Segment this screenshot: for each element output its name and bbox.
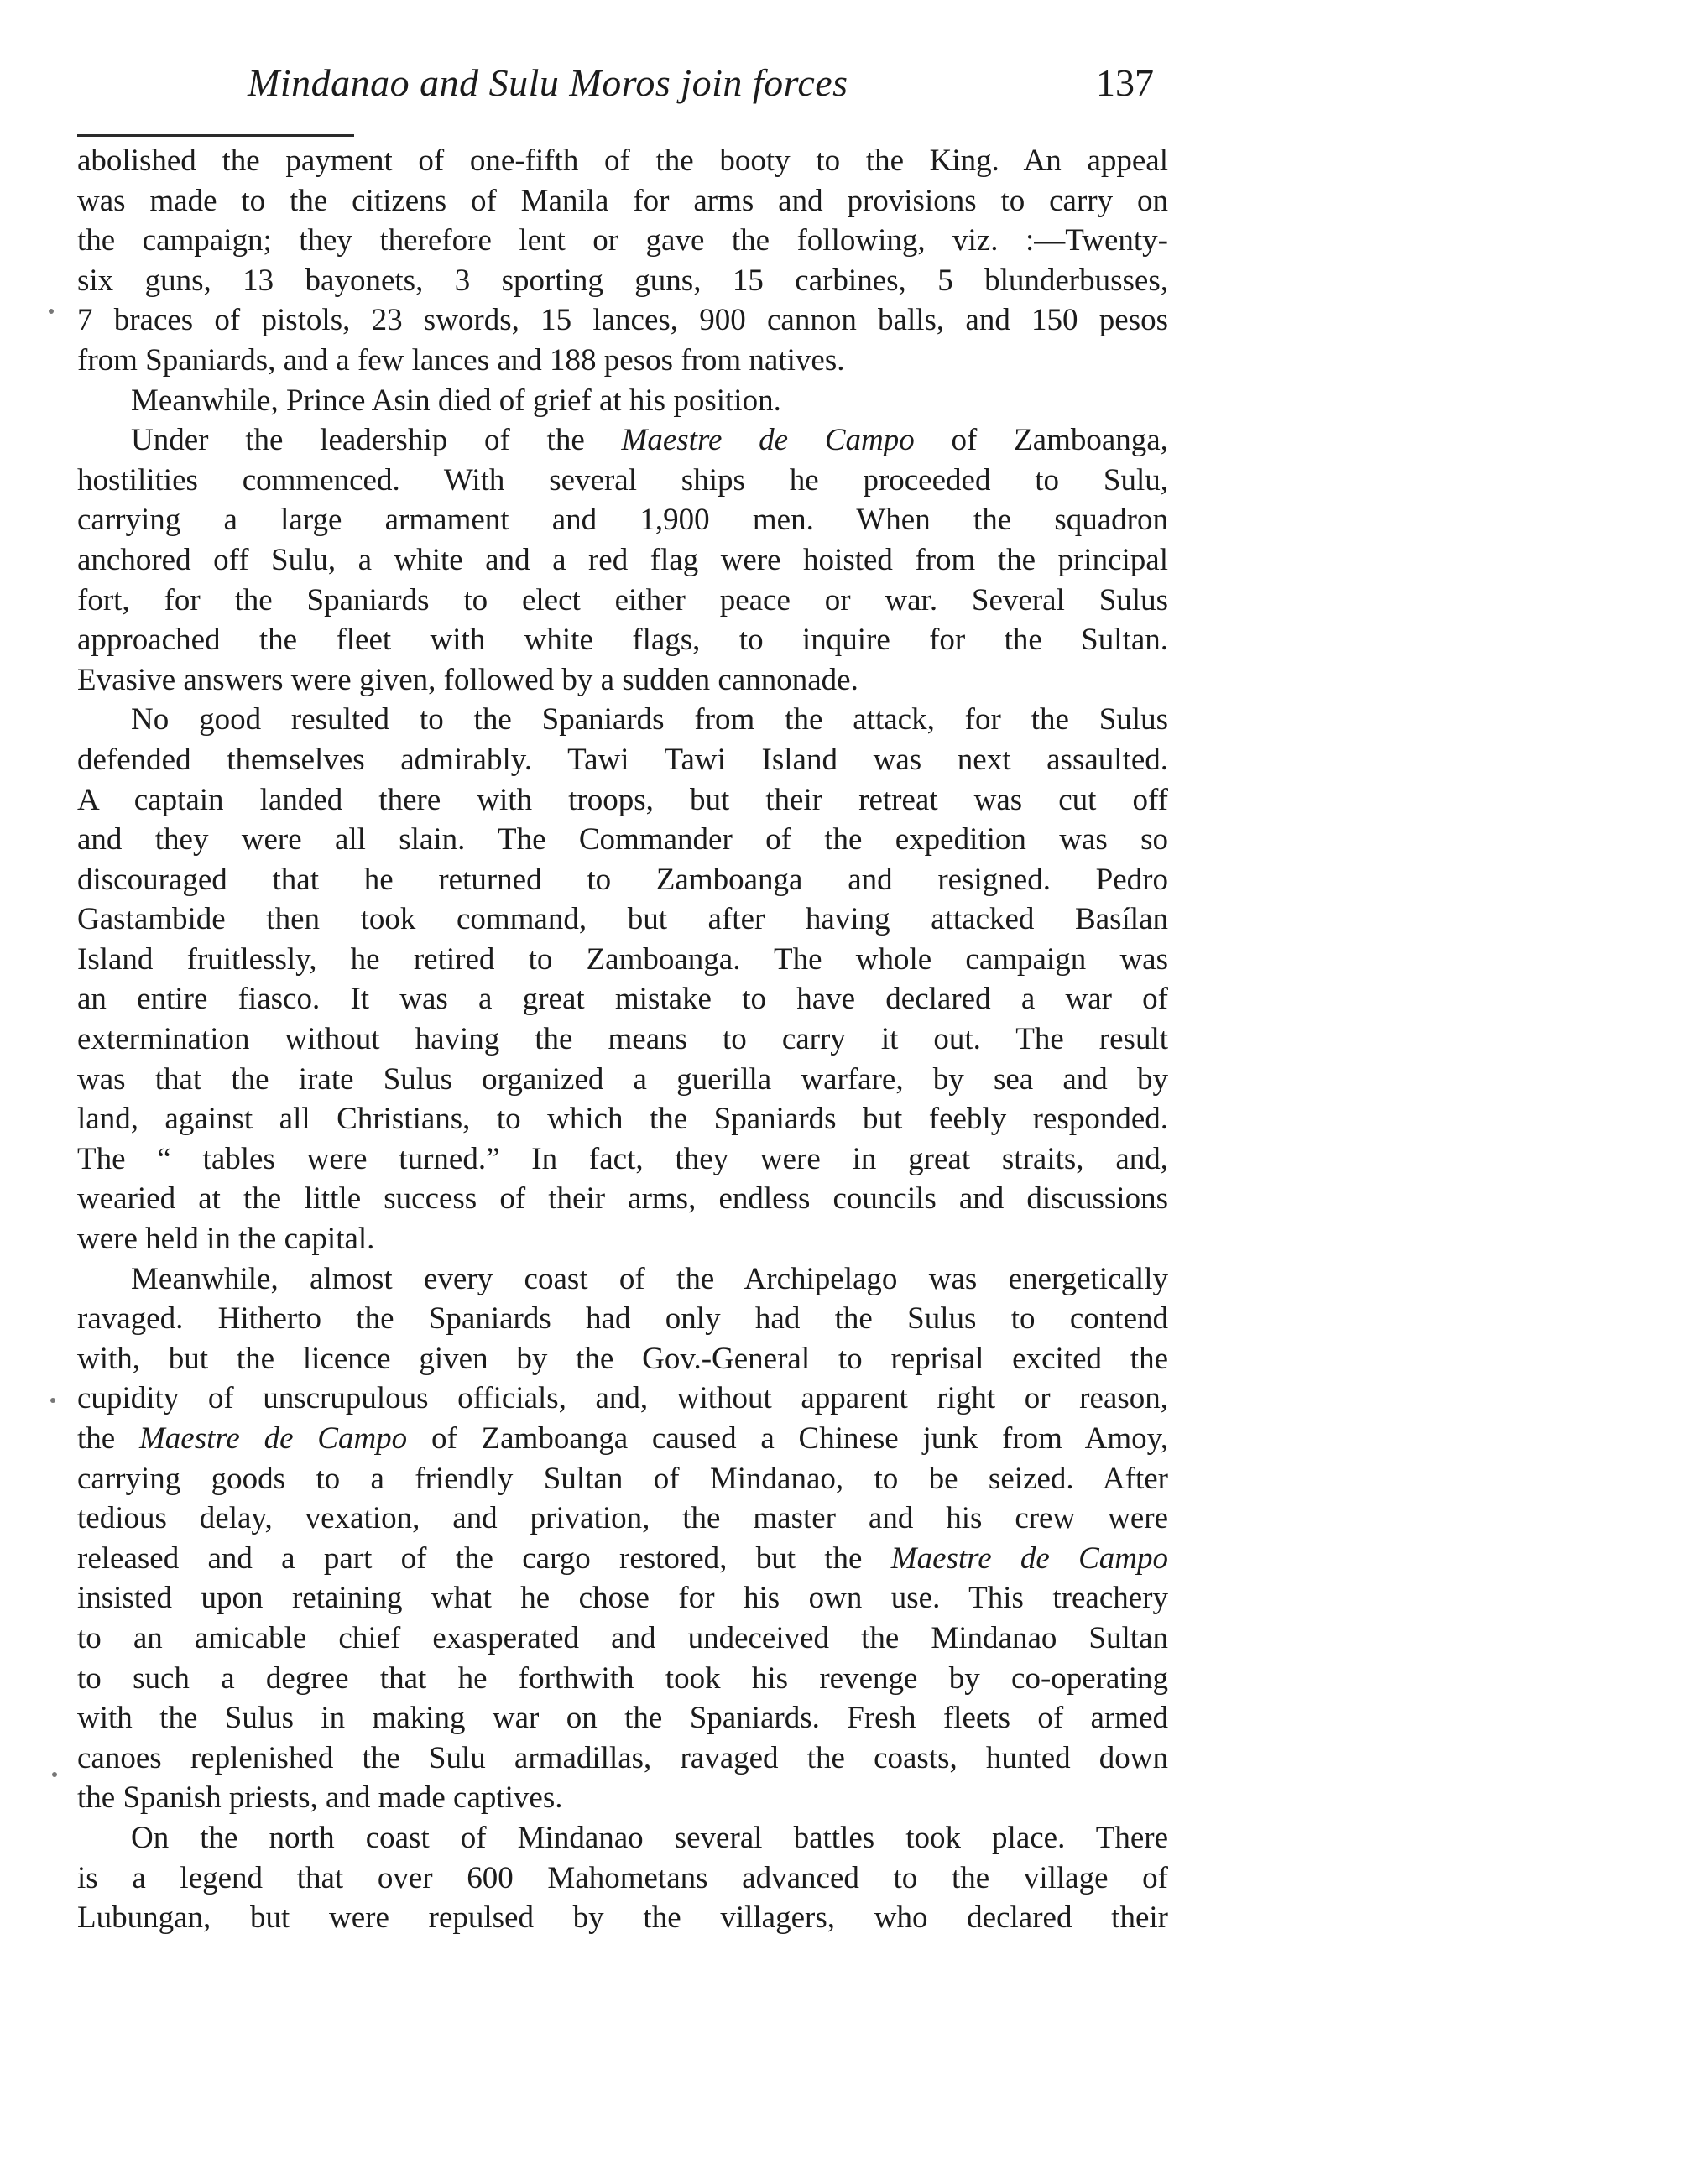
text-line: A captain landed there with troops, but their retreat was cut off [77, 782, 1168, 817]
text-line: Island fruitlessly, he retired to Zamboanga. The whole campaign was [77, 941, 1168, 977]
text-line: approached the fleet with white flags, to inquire for the Sultan. [77, 623, 1168, 658]
running-title: Mindanao and Sulu Moros join forces [248, 61, 848, 104]
text-line: with the Sulus in making war on the Spaniards. Fresh fleets of armed [77, 1701, 1168, 1736]
text-line: was made to the citizens of Manila for arms and provisions to carry on [77, 183, 1168, 218]
text-line: to an amicable chief exasperated and undeceived the Mindanao Sultan [77, 1620, 1168, 1655]
running-head [76, 54, 1162, 112]
text-line: were held in the capital. [77, 1222, 375, 1257]
text-line: was that the irate Sulus organized a guerilla warfare, by sea and by [77, 1061, 1168, 1097]
margin-speck [49, 309, 54, 314]
text-line: an entire fiasco. It was a great mistake to have declared a war of [77, 982, 1168, 1017]
text-line: No good resulted to the Spaniards from the attack, for the Sulus [131, 702, 1168, 738]
text-line: defended themselves admirably. Tawi Tawi Island was next assaulted. [77, 742, 1168, 777]
text-line: The “ tables were turned.” In fact, they were in great straits, and, [77, 1141, 1168, 1176]
italic-term: Maestre de Campo [890, 1540, 1168, 1576]
text-line: Evasive answers were given, followed by a sudden cannonade. [77, 662, 858, 697]
text-line: ravaged. Hitherto the Spaniards had only had the Sulus to contend [77, 1301, 1168, 1337]
text-line: anchored off Sulu, a white and a red flag were hoisted from the principal [77, 542, 1168, 577]
text-line: the Maestre de Campo of Zamboanga caused a Chinese junk from Amoy, [77, 1421, 1169, 1456]
text-line: discouraged that he returned to Zamboanga and resigned. Pedro [77, 862, 1168, 897]
margin-speck [50, 1398, 55, 1403]
text-line: 7 braces of pistols, 23 swords, 15 lances, 900 cannon balls, and 150 pesos [77, 303, 1168, 338]
margin-speck [52, 1772, 57, 1777]
italic-term: Maestre de Campo [138, 1421, 408, 1456]
body-text [77, 141, 1168, 1938]
header-rule [77, 134, 354, 137]
text-line: the campaign; they therefore lent or gave the following, viz. :—Twenty- [77, 223, 1168, 258]
text-line: insisted upon retaining what he chose for his own use. This treachery [77, 1581, 1168, 1616]
page-number: 137 [1096, 61, 1154, 104]
text-line: carrying goods to a friendly Sultan of Mindanao, to be seized. After [77, 1461, 1168, 1496]
text-line: six guns, 13 bayonets, 3 sporting guns, 15 carbines, 5 blunderbusses, [77, 263, 1168, 298]
text-line: is a legend that over 600 Mahometans advanced to the village of [77, 1860, 1168, 1895]
text-line: extermination without having the means to carry it out. The result [77, 1022, 1168, 1057]
text-line: with, but the licence given by the Gov.-General to reprisal excited the [77, 1341, 1168, 1376]
text-line: Gastambide then took command, but after having attacked Basílan [77, 902, 1168, 937]
text-line: released and a part of the cargo restored, but the Maestre de Campo [77, 1540, 1168, 1576]
text-line: Under the leadership of the Maestre de Campo of Zamboanga, [131, 423, 1168, 458]
text-line: carrying a large armament and 1,900 men. When the squadron [77, 503, 1168, 538]
text-line: wearied at the little success of their arms, endless councils and discussions [77, 1181, 1168, 1217]
text-line: from Spaniards, and a few lances and 188 pesos from natives. [77, 342, 845, 378]
text-line: hostilities commenced. With several ships he proceeded to Sulu, [77, 462, 1168, 498]
text-line: Lubungan, but were repulsed by the villagers, who declared their [77, 1900, 1168, 1936]
text-line: tedious delay, vexation, and privation, the master and his crew were [77, 1501, 1168, 1536]
text-line: canoes replenished the Sulu armadillas, ravaged the coasts, hunted down [77, 1740, 1168, 1775]
text-line: the Spanish priests, and made captives. [77, 1780, 563, 1816]
text-line: On the north coast of Mindanao several battles took place. There [131, 1820, 1168, 1855]
italic-term: Maestre de Campo [621, 423, 915, 458]
text-line: abolished the payment of one-fifth of the booty to the King. An appeal [77, 143, 1168, 178]
text-line: Meanwhile, almost every coast of the Archipelago was energetically [131, 1261, 1168, 1296]
text-line: fort, for the Spaniards to elect either peace or war. Several Sulus [77, 582, 1168, 618]
text-line: land, against all Christians, to which the Spaniards but feebly responded. [77, 1102, 1168, 1137]
text-line: to such a degree that he forthwith took his revenge by co-operating [77, 1660, 1168, 1696]
text-line: Meanwhile, Prince Asin died of grief at his position. [131, 383, 781, 418]
text-line: and they were all slain. The Commander of the expedition was so [77, 822, 1168, 857]
text-line: cupidity of unscrupulous officials, and, without apparent right or reason, [77, 1381, 1168, 1416]
